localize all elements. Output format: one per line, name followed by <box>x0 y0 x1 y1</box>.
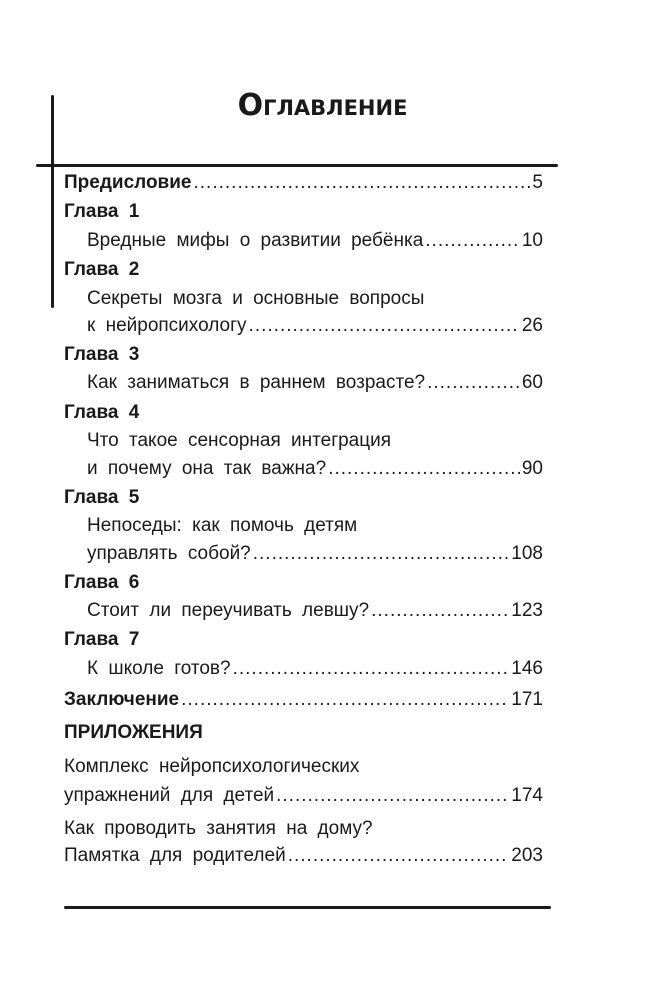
entry-title-line: Комплекс нейропсихологических <box>64 756 360 777</box>
toc-entry-conclusion[interactable] <box>64 687 543 713</box>
leader-dots <box>194 170 531 196</box>
entry-title-line: Секреты мозга и основные вопросы <box>87 288 425 309</box>
page-number: 5 <box>532 172 543 193</box>
leader-dots <box>371 598 509 624</box>
entry-title-line: Непоседы: как помочь детям <box>87 515 358 536</box>
entry-title: к нейропсихологу <box>87 315 247 336</box>
entry-title: Вредные мифы о развитии ребёнка <box>87 230 424 251</box>
page-number: 60 <box>521 372 543 393</box>
entry-title: Как заниматься в раннем возрасте? <box>87 372 426 393</box>
decorative-top-rule <box>36 164 558 167</box>
page-number: 174 <box>511 785 543 806</box>
entry-title: управлять собой? <box>87 543 251 564</box>
leader-dots <box>427 370 520 396</box>
chapter-heading: Глава 5 <box>64 487 140 508</box>
entry-title-line: Что такое сенсорная интеграция <box>87 430 392 451</box>
leader-dots <box>425 228 520 254</box>
chapter-heading: Глава 1 <box>64 201 140 222</box>
page-number: 90 <box>521 458 543 479</box>
toc-entry-appendix-2[interactable] <box>64 843 543 869</box>
appendices-heading: ПРИЛОЖЕНИЯ <box>64 722 203 743</box>
leader-dots <box>249 313 520 339</box>
page-number: 203 <box>511 845 543 866</box>
page-number: 108 <box>511 543 543 564</box>
toc-entry-appendix-1[interactable] <box>64 783 543 809</box>
entry-title-line: Как проводить занятия на дому? <box>64 818 373 839</box>
leader-dots <box>253 541 510 567</box>
page-number: 171 <box>511 689 543 710</box>
leader-dots <box>181 687 509 713</box>
entry-title: упражнений для детей <box>64 785 275 806</box>
entry-title: Стоит ли переучивать левшу? <box>87 600 370 621</box>
entry-label: Заключение <box>64 689 180 710</box>
entry-title: К школе готов? <box>87 658 231 679</box>
entry-title: Памятка для родителей <box>64 845 286 866</box>
leader-dots <box>276 783 509 809</box>
page-number: 146 <box>511 658 543 679</box>
chapter-heading: Глава 3 <box>64 344 140 365</box>
toc-entry-ch7[interactable] <box>87 656 543 682</box>
leader-dots <box>288 843 510 869</box>
toc-entry-ch3[interactable] <box>87 370 543 396</box>
decorative-vertical-rule <box>51 95 54 308</box>
entry-label: Предисловие <box>64 172 192 193</box>
leader-dots <box>328 456 520 482</box>
page-number: 10 <box>521 230 543 251</box>
toc-entry-ch2[interactable] <box>87 313 543 339</box>
page-title: Оглавление <box>237 88 408 123</box>
toc-entry-ch4[interactable] <box>87 456 543 482</box>
page-number: 26 <box>521 315 543 336</box>
decorative-bottom-rule <box>64 906 551 909</box>
page-number: 123 <box>511 600 543 621</box>
leader-dots <box>233 656 510 682</box>
toc-entry-ch6[interactable] <box>87 598 543 624</box>
toc-entry-ch1[interactable] <box>87 228 543 254</box>
toc-entry-ch5[interactable] <box>87 541 543 567</box>
chapter-heading: Глава 2 <box>64 259 140 280</box>
chapter-heading: Глава 6 <box>64 572 140 593</box>
chapter-heading: Глава 4 <box>64 402 140 423</box>
entry-title: и почему она так важна? <box>87 458 327 479</box>
chapter-heading: Глава 7 <box>64 629 140 650</box>
toc-entry-preface[interactable] <box>64 170 543 196</box>
